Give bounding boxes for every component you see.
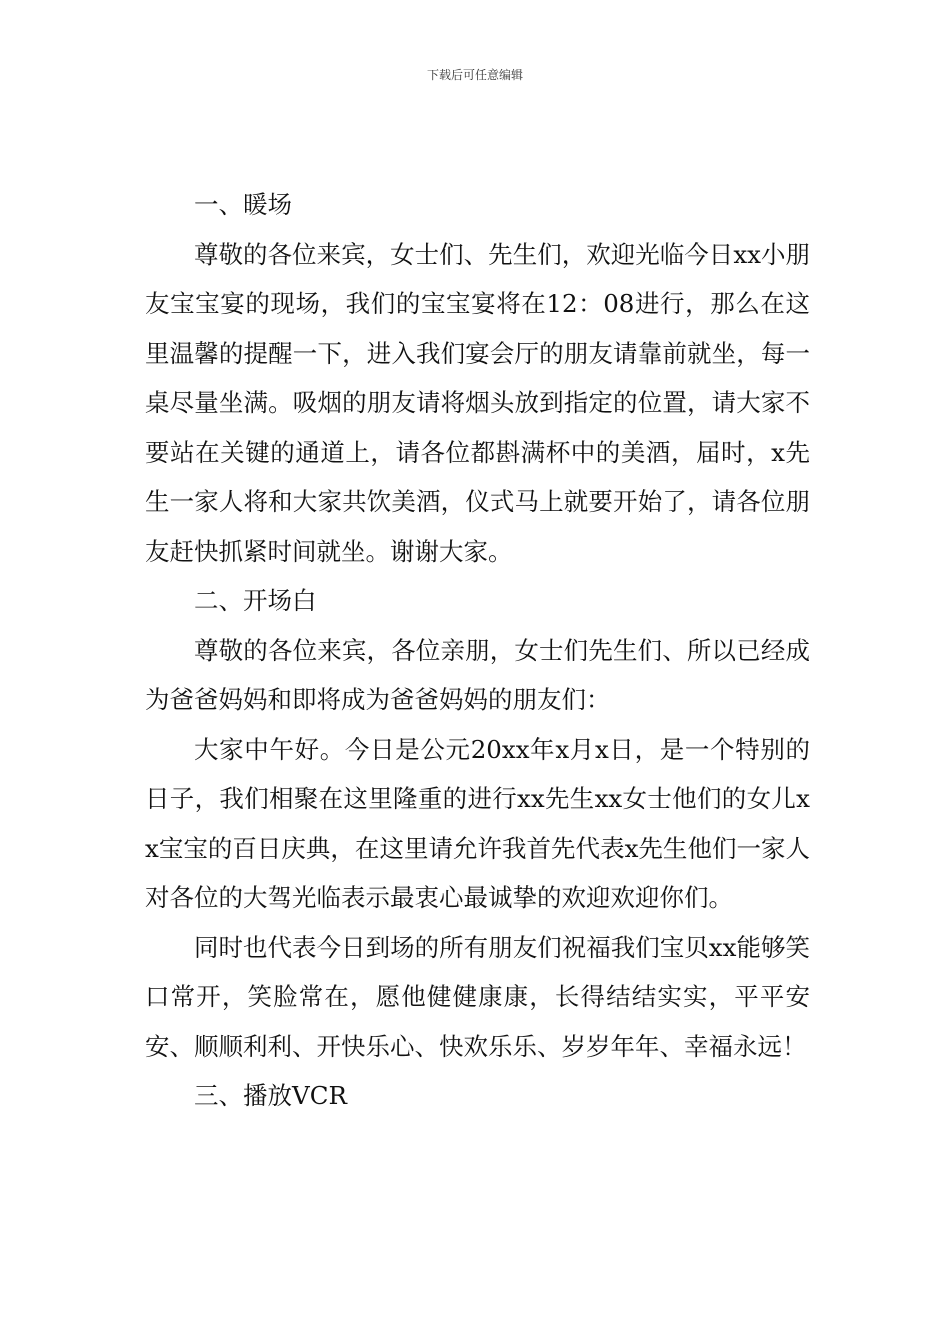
- paragraph-ceremony: 大家中午好。今日是公元20xx年x月x日，是一个特别的日子，我们相聚在这里隆重的进行xx先生xx女士他们的女儿xx宝宝的百日庆典，在这里请允许我首先代表x先生他们一家人对各位的大驾光临表示最衷心最诚挚的欢迎欢迎你们。: [145, 734, 810, 912]
- paragraph-blessing: 同时也代表今日到场的所有朋友们祝福我们宝贝xx能够笑口常开，笑脸常在，愿他健健康康，长得结结实实，平平安安、顺顺利利、开快乐心、快欢乐乐、岁岁年年、幸福永远！: [145, 932, 810, 1061]
- paragraph-welcome: 尊敬的各位来宾，女士们、先生们，欢迎光临今日xx小朋友宝宝宴的现场，我们的宝宝宴将在12：08进行，那么在这里温馨的提醒一下，进入我们宴会厅的朋友请靠前就坐，每一桌尽量坐满。吸烟的朋友请将烟头放到指定的位置，请大家不要站在关键的通道上，请各位都斟满杯中的美酒，届时，x先生一家人将和大家共饮美酒，仪式马上就要开始了，请各位朋友赶快抓紧时间就坐。谢谢大家。: [145, 239, 810, 566]
- page-header: 下载后可任意编辑: [426, 68, 523, 82]
- section-heading-vcr: 三、播放VCR: [194, 1081, 347, 1110]
- section-heading-warmup: 一、暖场: [194, 190, 292, 219]
- document-body: [145, 180, 810, 1121]
- paragraph-greeting: 尊敬的各位来宾，各位亲朋，女士们先生们、所以已经成为爸爸妈妈和即将成为爸爸妈妈的朋友们：: [145, 635, 810, 714]
- section-heading-opening: 二、开场白: [194, 586, 317, 615]
